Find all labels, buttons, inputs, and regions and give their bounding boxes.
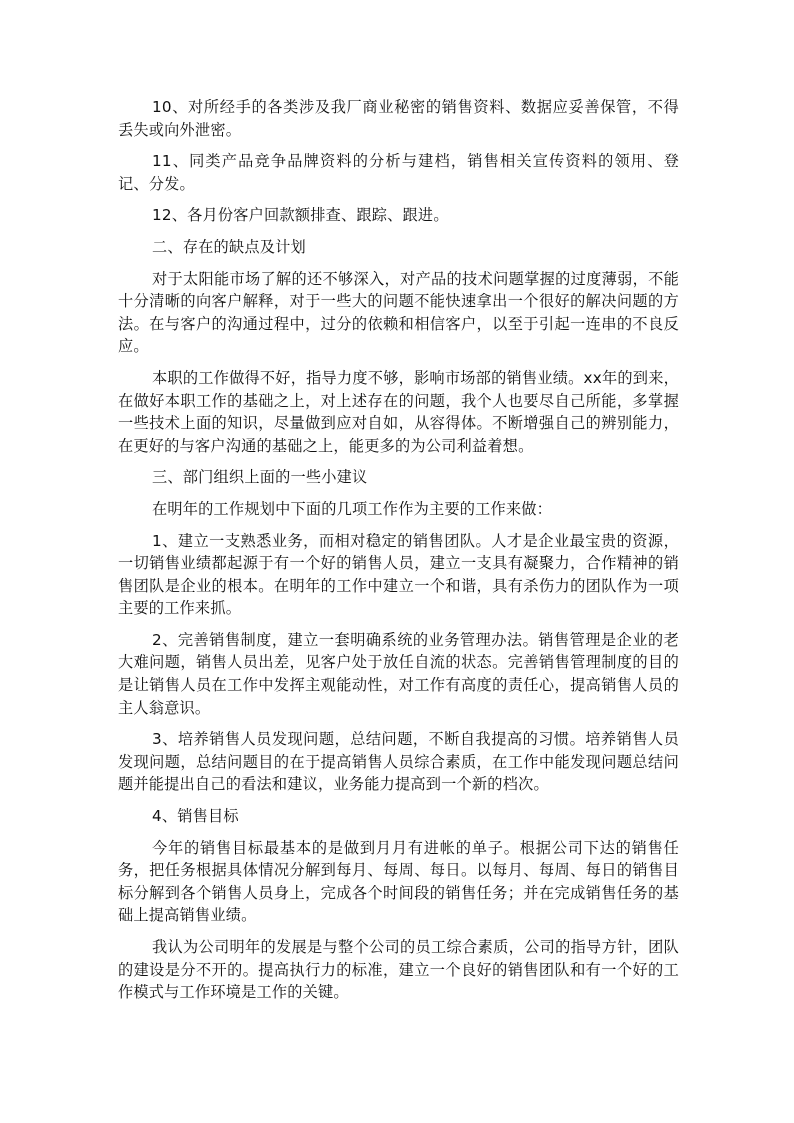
paragraph-suggestion-3-habits: 3、培养销售人员发现问题，总结问题，不断自我提高的习惯。培养销售人员发现问题，总结问题目的在于提高销售人员综合素质，在工作中能发现问题总结问题并能提出自己的看法和建议，业务能力提高到一个新的档次。 xyxy=(118,730,679,794)
paragraph-job-performance: 本职的工作做得不好，指导力度不够，影响市场部的销售业绩。xx年的到来，在做好本职工作的基础之上，对上述存在的问题，我个人也要尽自己所能，多掌握一些技术上面的知识，尽量做到应对自如，从容得体。不断增强自己的辨别能力，在更好的与客户沟通的基础之上，能更多的为公司利益着想。 xyxy=(118,368,679,455)
paragraph-market-understanding: 对于太阳能市场了解的还不够深入，对产品的技术问题掌握的过度薄弱，不能十分清晰的向客户解释，对于一些大的问题不能快速拿出一个很好的解决问题的方法。在与客户的沟通过程中，过分的依赖和相信客户，以至于引起一连串的不良反应。 xyxy=(118,269,679,356)
paragraph-suggestion-4-targets-heading: 4、销售目标 xyxy=(152,807,239,826)
paragraph-sales-targets: 今年的销售目标最基本的是做到月月有进帐的单子。根据公司下达的销售任务，把任务根据具体情况分解到每月、每周、每日。以每月、每周、每日的销售目标分解到各个销售人员身上，完成各个时间段的销售任务；并在完成销售任务的基础上提高销售业绩。 xyxy=(118,838,679,925)
paragraph-item-12-payment-followup: 12、各月份客户回款额排查、跟踪、跟进。 xyxy=(152,206,449,225)
paragraph-item-10-confidentiality: 10、对所经手的各类涉及我厂商业秘密的销售资料、数据应妥善保管，不得丢失或向外泄密。 xyxy=(118,98,679,139)
paragraph-conclusion: 我认为公司明年的发展是与整个公司的员工综合素质，公司的指导方针，团队的建设是分不开的。提高执行力的标准，建立一个良好的销售团队和有一个好的工作模式与工作环境是工作的关键。 xyxy=(118,938,679,1002)
section-heading-shortcomings: 二、存在的缺点及计划 xyxy=(152,237,306,256)
paragraph-suggestion-2-system: 2、完善销售制度，建立一套明确系统的业务管理办法。销售管理是企业的老大难问题，销售人员出差，见客户处于放任自流的状态。完善销售管理制度的目的是让销售人员在工作中发挥主观能动性，对工作有高度的责任心，提高销售人员的主人翁意识。 xyxy=(118,630,679,717)
paragraph-suggestion-1-team: 1、建立一支熟悉业务，而相对稳定的销售团队。人才是企业最宝贵的资源，一切销售业绩都起源于有一个好的销售人员，建立一支具有凝聚力，合作精神的销售团队是企业的根本。在明年的工作中建立一个和谐，具有杀伤力的团队作为一项主要的工作来抓。 xyxy=(118,531,679,618)
paragraph-plan-intro: 在明年的工作规划中下面的几项工作作为主要的工作来做： xyxy=(152,499,553,518)
paragraph-item-11-competitor-analysis: 11、同类产品竞争品牌资料的分析与建档，销售相关宣传资料的领用、登记、分发。 xyxy=(118,152,679,193)
document-body xyxy=(118,96,679,1013)
section-heading-suggestions: 三、部门组织上面的一些小建议 xyxy=(152,468,368,487)
